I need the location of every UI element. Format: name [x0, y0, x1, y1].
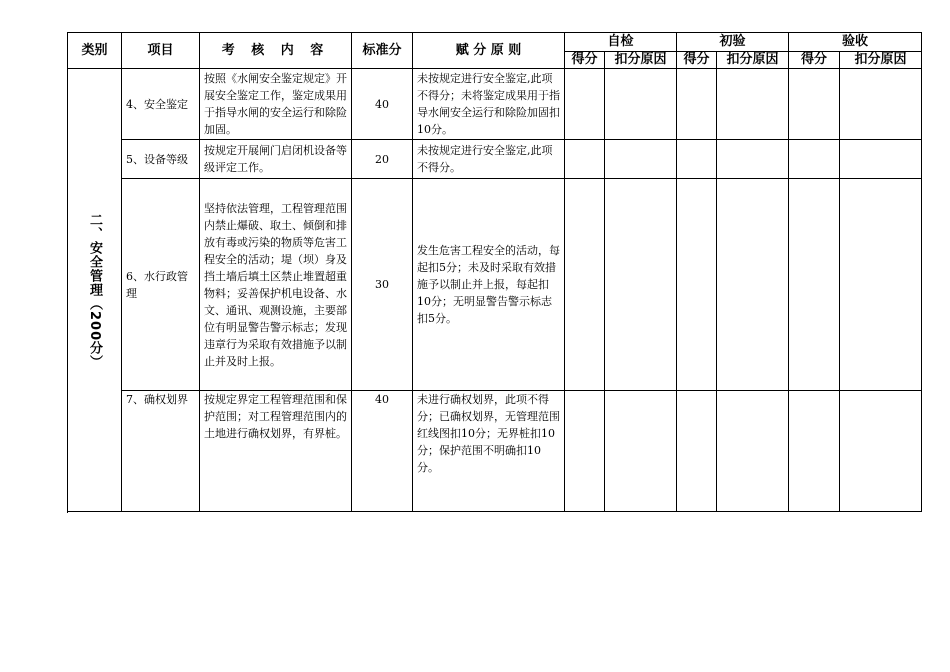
principle-cell: 发生危害工程安全的活动，每起扣5分；未及时采取有效措施予以制止并上报，每起扣10分；无明显警告警示标志扣5分。 [413, 179, 565, 391]
header-self-check: 自检 [565, 33, 677, 52]
table-row [68, 391, 922, 512]
self-score-cell[interactable] [565, 179, 605, 391]
initial-score-cell[interactable] [677, 140, 717, 179]
self-reason-cell[interactable] [605, 69, 677, 140]
initial-reason-cell[interactable] [717, 140, 789, 179]
acceptance-score-cell[interactable] [789, 179, 840, 391]
self-score-cell[interactable] [565, 69, 605, 140]
standard-score-cell: 40 [352, 391, 413, 512]
header-score: 得分 [565, 52, 605, 69]
initial-score-cell[interactable] [677, 179, 717, 391]
header-initial-check: 初验 [677, 33, 789, 52]
standard-score-cell: 40 [352, 69, 413, 140]
self-score-cell[interactable] [565, 391, 605, 512]
header-deduct-reason: 扣分原因 [717, 52, 789, 69]
principle-cell: 未按规定进行安全鉴定,此项不得分；未将鉴定成果用于指导水闸安全运行和除险加固扣10分。 [413, 69, 565, 140]
content-cell: 按规定开展闸门启闭机设备等级评定工作。 [200, 140, 352, 179]
item-cell: 5、设备等级 [122, 140, 200, 179]
header-category: 类别 [68, 33, 122, 69]
acceptance-score-cell[interactable] [789, 69, 840, 140]
standard-score-cell: 30 [352, 179, 413, 391]
header-deduct-reason: 扣分原因 [840, 52, 922, 69]
header-item: 项目 [122, 33, 200, 69]
initial-reason-cell[interactable] [717, 391, 789, 512]
acceptance-score-cell[interactable] [789, 391, 840, 512]
principle-cell: 未按规定进行安全鉴定,此项不得分。 [413, 140, 565, 179]
initial-score-cell[interactable] [677, 391, 717, 512]
header-deduct-reason: 扣分原因 [605, 52, 677, 69]
self-score-cell[interactable] [565, 140, 605, 179]
acceptance-reason-cell[interactable] [840, 140, 922, 179]
self-reason-cell[interactable] [605, 391, 677, 512]
item-cell: 6、水行政管理 [122, 179, 200, 391]
initial-reason-cell[interactable] [717, 69, 789, 140]
content-cell: 按照《水闸安全鉴定规定》开展安全鉴定工作，鉴定成果用于指导水闸的安全运行和除险加固。 [200, 69, 352, 140]
category-label: 二、安全管理（200分） [87, 212, 102, 370]
category-cell [68, 69, 122, 512]
header-acceptance: 验收 [789, 33, 922, 52]
acceptance-reason-cell[interactable] [840, 69, 922, 140]
table-row [68, 69, 922, 140]
content-cell: 按规定界定工程管理范围和保护范围；对工程管理范围内的土地进行确权划界，有界桩。 [200, 391, 352, 512]
table-row [68, 140, 922, 179]
initial-score-cell[interactable] [677, 69, 717, 140]
header-principle: 赋 分 原 则 [413, 33, 565, 69]
principle-cell: 未进行确权划界，此项不得分；已确权划界，无管理范围红线图扣10分；无界桩扣10分；保护范围不明确扣10分。 [413, 391, 565, 512]
item-cell: 7、确权划界 [122, 391, 200, 512]
acceptance-reason-cell[interactable] [840, 391, 922, 512]
assessment-table [67, 32, 922, 512]
item-cell: 4、安全鉴定 [122, 69, 200, 140]
acceptance-reason-cell[interactable] [840, 179, 922, 391]
self-reason-cell[interactable] [605, 179, 677, 391]
content-cell: 坚持依法管理，工程管理范围内禁止爆破、取土、倾倒和排放有毒或污染的物质等危害工程安全的活动；堤（坝）身及挡土墙后填土区禁止堆置超重物料；妥善保护机电设备、水文、通讯、观测设施，主要部位有明显警告警示标志；发现违章行为采取有效措施予以制止并及时上报。 [200, 179, 352, 391]
acceptance-score-cell[interactable] [789, 140, 840, 179]
initial-reason-cell[interactable] [717, 179, 789, 391]
header-standard: 标准分 [352, 33, 413, 69]
header-content: 考 核 内 容 [200, 33, 352, 69]
header-score: 得分 [677, 52, 717, 69]
table-row [68, 179, 922, 391]
header-score: 得分 [789, 52, 840, 69]
self-reason-cell[interactable] [605, 140, 677, 179]
standard-score-cell: 20 [352, 140, 413, 179]
